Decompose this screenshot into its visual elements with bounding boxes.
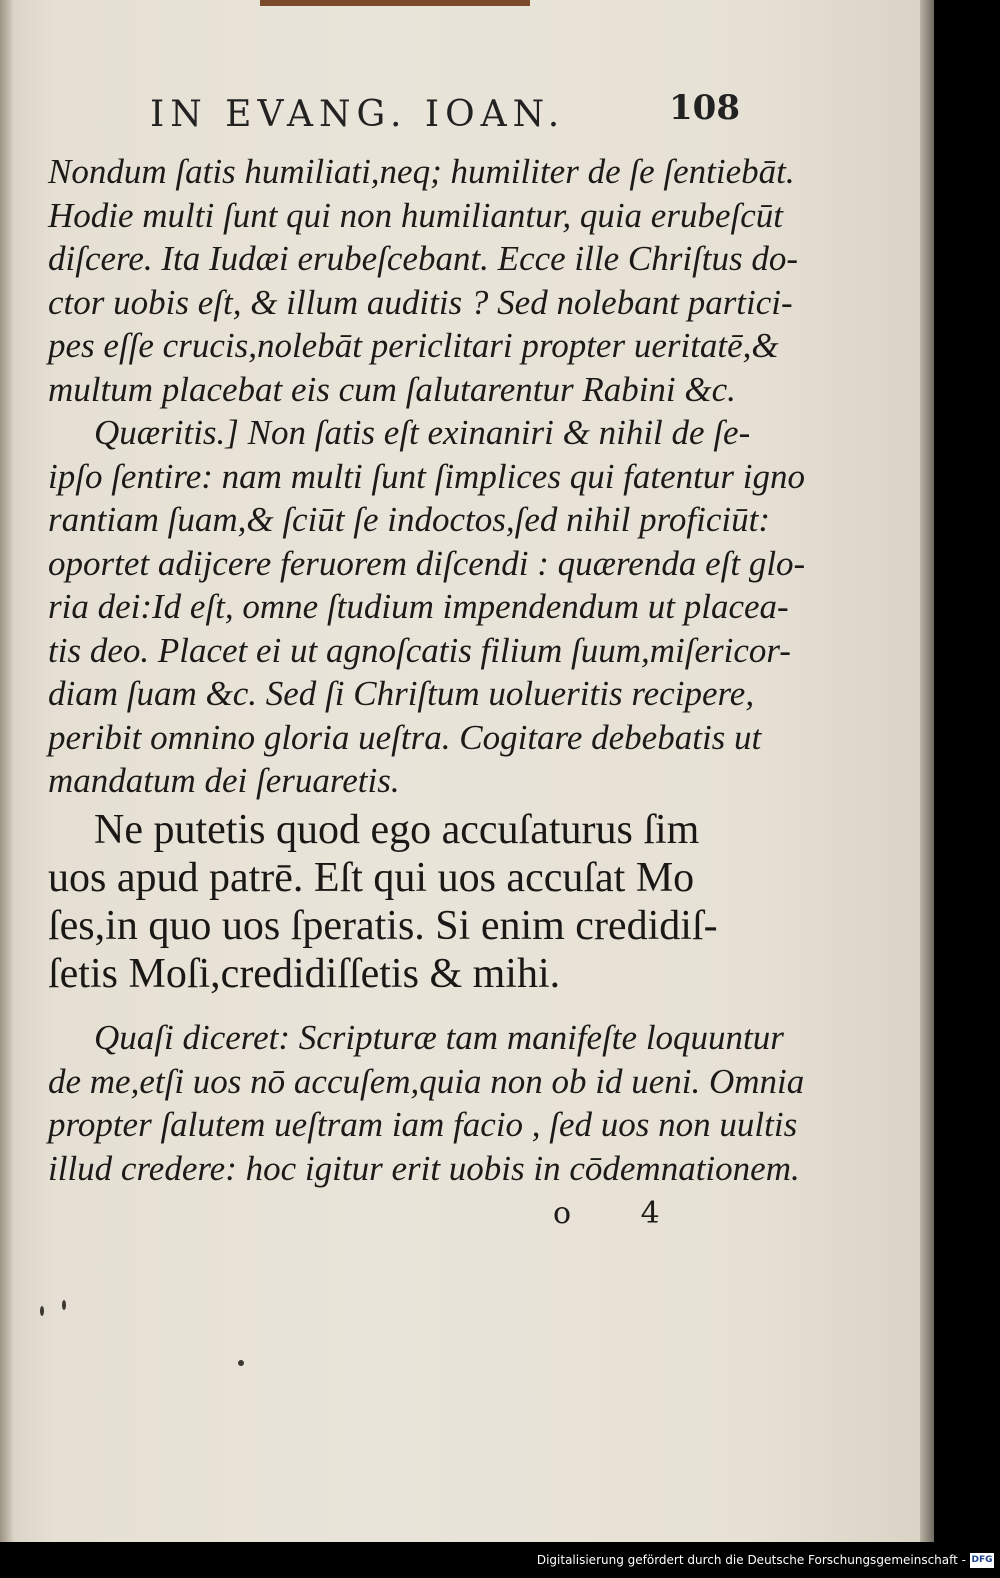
text-line: mandatum dei ſeruaretis.	[48, 761, 400, 800]
ink-speck	[238, 1360, 244, 1366]
text-line: Quaſi diceret: Scripturæ tam manifeſte loquuntur	[94, 1018, 784, 1057]
funding-credit: Digitalisierung gefördert durch die Deutsche Forschungsgemeinschaft -	[536, 1553, 966, 1567]
text-line: ctor uobis eſt, & illum auditis ? Sed nolebant partici-	[48, 282, 793, 322]
page-number: 108	[669, 88, 740, 128]
text-line: diſcere. Ita Iudæi erubeſcebant. Ecce ille Chriſtus do-	[48, 239, 799, 278]
text-line: diam ſuam &c. Sed ſi Chriſtum uolueritis recipere,	[48, 674, 755, 713]
digitization-footer	[0, 1542, 1000, 1578]
text-line: Nondum ſatis humiliati,neq; humiliter de ſe ſentiebāt.	[48, 152, 795, 191]
text-line: pes eſſe crucis,nolebāt periclitari propter ueritatē,&	[48, 326, 779, 365]
verse-line: Ne putetis quod ego accuſaturus ſim	[94, 807, 700, 853]
text-line: de me,etſi uos nō accuſem,quia non ob id ueni. Omnia	[48, 1061, 805, 1101]
text-line: peribit omnino gloria ueſtra. Cogitare debebatis ut	[48, 717, 762, 757]
dfg-logo: DFG	[970, 1553, 994, 1568]
text-line: propter ſalutem ueſtram iam facio , ſed uos non uultis	[48, 1105, 798, 1144]
text-line: tis deo. Placet ei ut agnoſcatis filium ſuum,miſericor-	[48, 630, 791, 670]
text-line: illud credere: hoc igitur erit uobis in cōdemnationem.	[48, 1148, 800, 1188]
commentary-block-top	[48, 150, 806, 803]
verse-line: ſetis Moſi,credidiſſetis & mihi.	[48, 951, 561, 997]
text-line: Quæritis.] Non ſatis eſt exinaniri & nihil de ſe-	[94, 413, 751, 452]
running-title: IN EVANG. IOAN.	[150, 94, 566, 135]
verse-line: uos apud patrē. Eſt qui uos accuſat Mo	[48, 855, 695, 901]
running-head	[150, 88, 740, 140]
signature-mark: o 4	[553, 1196, 690, 1231]
text-line: ria dei:Id eſt, omne ſtudium impendendum ut placea-	[48, 587, 789, 626]
binding-strip	[260, 0, 530, 6]
ink-speck	[62, 1300, 66, 1310]
scripture-verse	[48, 806, 728, 998]
verse-line: ſes,in quo uos ſperatis. Si enim credidiſ-	[48, 903, 718, 949]
page-edge-shadow	[920, 0, 934, 1542]
ink-speck	[40, 1306, 44, 1316]
text-line: ipſo ſentire: nam multi ſunt ſimplices qui fatentur igno	[48, 456, 805, 496]
text-line: rantiam ſuam,& ſciūt ſe indoctos,ſed nihil proficiūt:	[48, 500, 770, 539]
text-line: multum placebat eis cum ſalutarentur Rabini &c.	[48, 369, 736, 409]
text-line: oportet adijcere feruorem diſcendi : quærenda eſt glo-	[48, 543, 806, 583]
text-line: Hodie multi ſunt qui non humiliantur, quia erubeſcūt	[48, 195, 783, 235]
commentary-block-bottom	[48, 1016, 805, 1190]
